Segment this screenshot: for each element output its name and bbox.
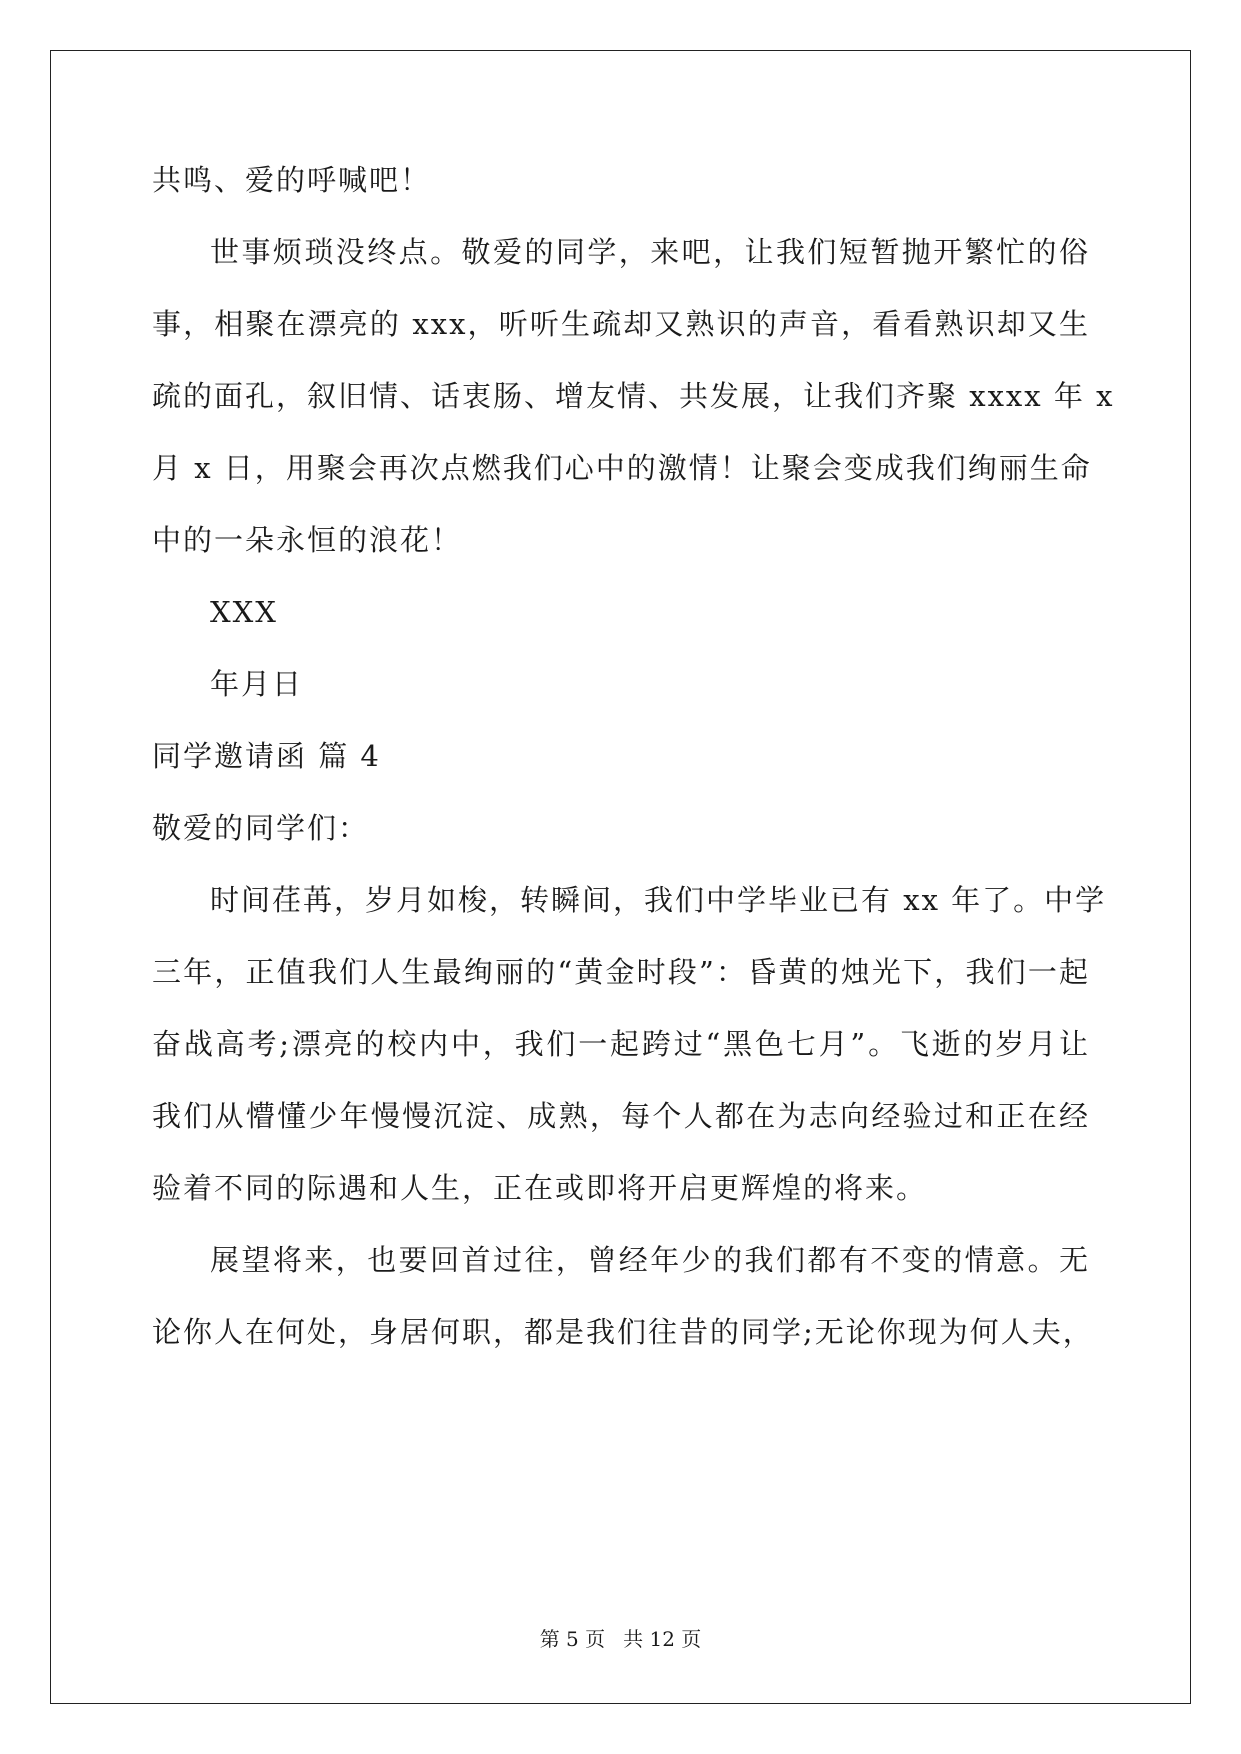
- paragraph-line: 展望将来，也要回首过往，曾经年少的我们都有不变的情意。无: [210, 1243, 1090, 1277]
- text-line: 共鸣、爱的呼喊吧！: [152, 163, 432, 197]
- paragraph-line: 奋战高考;漂亮的校内中，我们一起跨过“黑色七月”。飞逝的岁月让: [152, 1027, 1090, 1061]
- salutation: 敬爱的同学们：: [152, 811, 370, 845]
- page-border: [50, 50, 1191, 1704]
- paragraph-line: 三年，正值我们人生最绚丽的“黄金时段”：昏黄的烛光下，我们一起: [152, 955, 1090, 989]
- page-number: 第 5 页: [539, 1627, 606, 1651]
- page-footer: [0, 1625, 1241, 1653]
- paragraph-line: 我们从懵懂少年慢慢沉淀、成熟，每个人都在为志向经验过和正在经: [152, 1099, 1090, 1133]
- paragraph-line: 论你人在何处，身居何职，都是我们往昔的同学;无论你现为何人夫，: [152, 1315, 1094, 1349]
- paragraph-line: 时间荏苒，岁月如梭，转瞬间，我们中学毕业已有 xx 年了。中学: [210, 883, 1107, 917]
- paragraph-line: 中的一朵永恒的浪花！: [152, 523, 463, 557]
- paragraph-line: 疏的面孔，叙旧情、话衷肠、增友情、共发展，让我们齐聚 xxxx 年 x: [152, 379, 1115, 413]
- signature-date: 年月日: [210, 667, 304, 701]
- paragraph-line: 世事烦琐没终点。敬爱的同学，来吧，让我们短暂抛开繁忙的俗: [210, 235, 1090, 269]
- section-heading: 同学邀请函 篇 4: [152, 739, 381, 773]
- signature-name: XXX: [210, 595, 278, 629]
- paragraph-line: 月 x 日，用聚会再次点燃我们心中的激情！让聚会变成我们绚丽生命: [152, 451, 1092, 485]
- paragraph-line: 验着不同的际遇和人生，正在或即将开启更辉煌的将来。: [152, 1171, 928, 1205]
- paragraph-line: 事，相聚在漂亮的 xxx，听听生疏却又熟识的声音，看看熟识却又生: [152, 307, 1090, 341]
- page-total: 共 12 页: [623, 1627, 702, 1651]
